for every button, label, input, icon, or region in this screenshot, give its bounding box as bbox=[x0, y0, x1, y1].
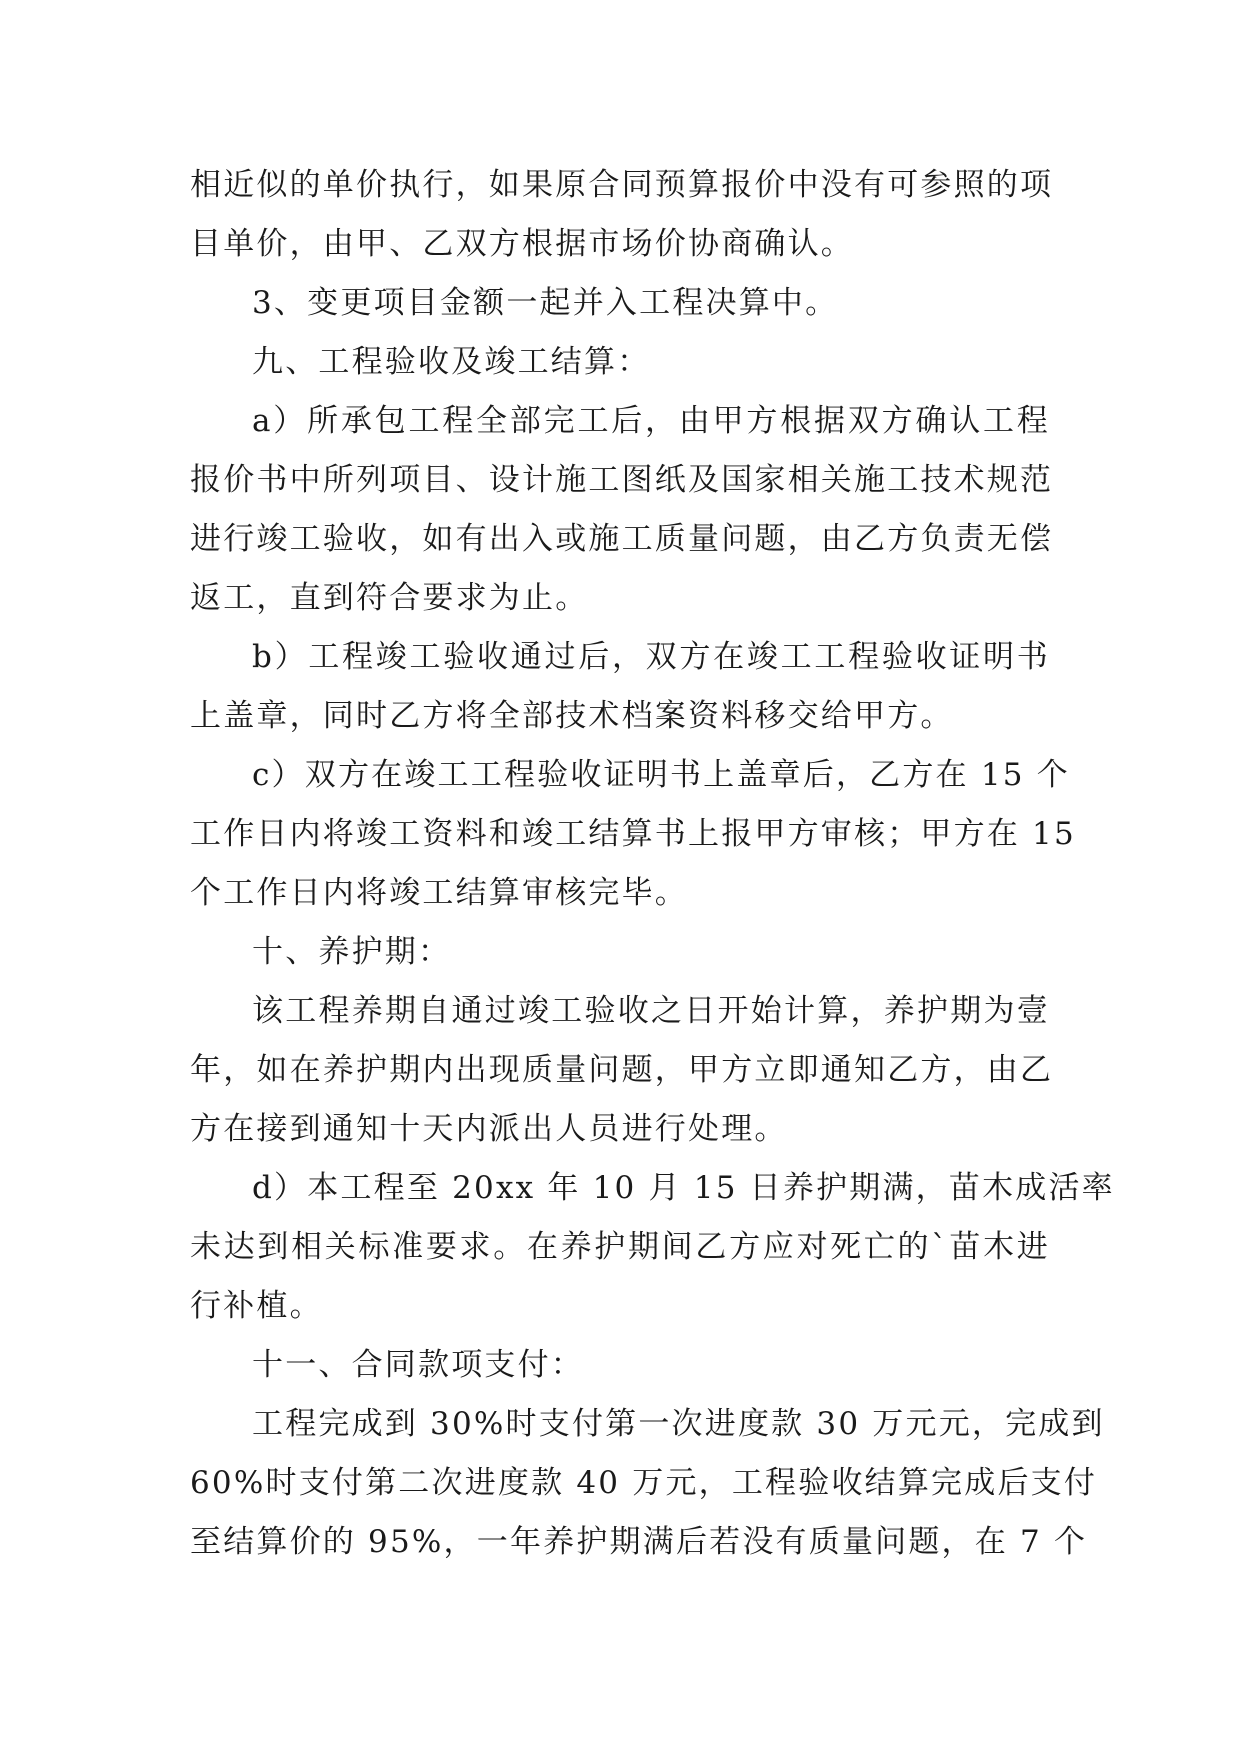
text-line: c）双方在竣工工程验收证明书上盖章后，乙方在 15 个 bbox=[252, 757, 1070, 793]
text-line: 十一、合同款项支付： bbox=[252, 1347, 584, 1383]
paragraph bbox=[190, 628, 1050, 746]
text-line: 3、变更项目金额一起并入工程决算中。 bbox=[252, 285, 839, 321]
paragraph bbox=[190, 333, 1050, 392]
paragraph bbox=[190, 746, 1076, 923]
document-body bbox=[190, 156, 1115, 1572]
paragraph bbox=[190, 274, 1050, 333]
text-line: 个工作日内将竣工结算审核完毕。 bbox=[190, 875, 688, 911]
text-line: 至结算价的 95%，一年养护期满后若没有质量问题，在 7 个 bbox=[190, 1524, 1088, 1560]
text-line: 工作日内将竣工资料和竣工结算书上报甲方审核；甲方在 15 bbox=[190, 816, 1076, 852]
text-line: 60%时支付第二次进度款 40 万元，工程验收结算完成后支付 bbox=[190, 1465, 1098, 1501]
text-line: d）本工程至 20xx 年 10 月 15 日养护期满，苗木成活率 bbox=[252, 1170, 1115, 1206]
text-line: 未达到相关标准要求。在养护期间乙方应对死亡的`苗木进 bbox=[190, 1229, 1050, 1265]
paragraph bbox=[190, 1159, 1115, 1336]
paragraph bbox=[190, 1336, 1050, 1395]
paragraph bbox=[190, 1395, 1105, 1572]
paragraph bbox=[190, 982, 1054, 1159]
paragraph bbox=[190, 156, 1054, 274]
text-line: 九、工程验收及竣工结算： bbox=[252, 344, 651, 380]
text-line: 进行竣工验收，如有出入或施工质量问题，由乙方负责无偿 bbox=[190, 521, 1054, 557]
text-line: b）工程竣工验收通过后，双方在竣工工程验收证明书 bbox=[252, 639, 1050, 675]
text-line: 行补植。 bbox=[190, 1288, 323, 1324]
paragraph bbox=[190, 392, 1054, 628]
text-line: 相近似的单价执行，如果原合同预算报价中没有可参照的项 bbox=[190, 167, 1054, 203]
text-line: 报价书中所列项目、设计施工图纸及国家相关施工技术规范 bbox=[190, 462, 1054, 498]
text-line: 方在接到通知十天内派出人员进行处理。 bbox=[190, 1111, 788, 1147]
text-line: 年，如在养护期内出现质量问题，甲方立即通知乙方，由乙 bbox=[190, 1052, 1054, 1088]
text-line: 十、养护期： bbox=[252, 934, 452, 970]
text-line: 上盖章，同时乙方将全部技术档案资料移交给甲方。 bbox=[190, 698, 954, 734]
text-line: 该工程养期自通过竣工验收之日开始计算，养护期为壹 bbox=[252, 993, 1050, 1029]
text-line: 工程完成到 30%时支付第一次进度款 30 万元元，完成到 bbox=[252, 1406, 1105, 1442]
paragraph bbox=[190, 923, 1050, 982]
text-line: 目单价，由甲、乙双方根据市场价协商确认。 bbox=[190, 226, 854, 262]
text-line: 返工，直到符合要求为止。 bbox=[190, 580, 589, 616]
text-line: a）所承包工程全部完工后，由甲方根据双方确认工程 bbox=[252, 403, 1050, 439]
